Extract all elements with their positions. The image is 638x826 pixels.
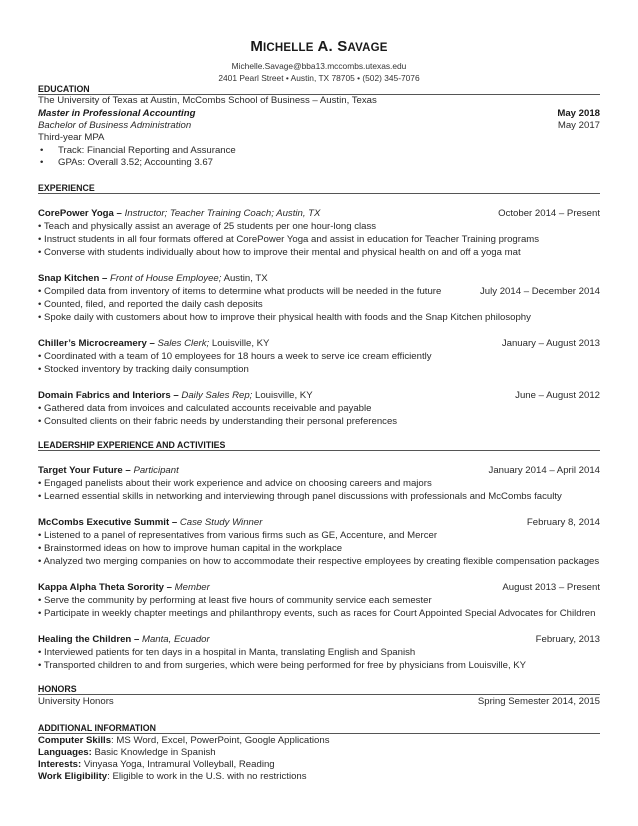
additional-label: Languages: xyxy=(38,747,92,758)
bullet-text: Gathered data from invoices and calculated accounts receivable and payable xyxy=(44,403,372,414)
degree-name: Bachelor of Business Administration xyxy=(38,120,192,131)
activity-bullet xyxy=(38,530,600,542)
name-last-rest: AVAGE xyxy=(347,42,388,54)
job-bullet xyxy=(38,286,600,298)
bullet-text: Instruct students in all four formats offered at CorePower Yoga and assist in education for Teacher Training programs xyxy=(44,234,540,245)
activity-role: Member xyxy=(174,582,210,593)
job-header xyxy=(38,338,600,350)
bullet-text: Engaged panelists about their work experience and advice on choosing careers and majors xyxy=(44,478,432,489)
dash: – xyxy=(163,582,175,593)
bullet-icon: • xyxy=(38,556,44,567)
bullet-icon: • xyxy=(40,145,44,156)
activity-role: Participant xyxy=(133,465,179,476)
job-bullet xyxy=(38,299,600,311)
job-org: CorePower Yoga xyxy=(38,208,114,219)
section-title-experience: EXPERIENCE xyxy=(38,183,600,194)
activity-header xyxy=(38,634,600,646)
activity-org: McCombs Executive Summit xyxy=(38,517,170,528)
section-title-leadership: LEADERSHIP EXPERIENCE AND ACTIVITIES xyxy=(38,440,600,451)
bullet-text: Learned essential skills in networking and interviewing through panel discussions with professionals and McCombs faculty xyxy=(44,491,562,502)
activity-bullet xyxy=(38,491,600,503)
dash: – xyxy=(131,634,142,645)
job-bullet xyxy=(38,247,600,259)
activity-role: Manta, Ecuador xyxy=(141,634,210,645)
job-role: Daily Sales Rep; xyxy=(181,390,253,401)
resume-name xyxy=(0,38,638,55)
activity-header xyxy=(38,582,600,594)
name-last-initial: S xyxy=(337,38,348,55)
education-bullet xyxy=(38,145,600,157)
separator: : xyxy=(107,771,113,782)
name-middle: A. xyxy=(317,38,333,55)
additional-value: MS Word, Excel, PowerPoint, Google Applications xyxy=(116,735,330,746)
education-bullet xyxy=(38,157,600,169)
bullet-text: Stocked inventory by tracking daily consumption xyxy=(44,364,249,375)
job-location: Louisville, KY xyxy=(209,338,270,349)
bullet-icon: • xyxy=(38,221,44,232)
activity-header xyxy=(38,517,600,529)
bullet-text: Spoke daily with customers about how to improve their physical health with foods and the Snap Kitchen philosophy xyxy=(44,312,531,323)
activity-org: Healing the Children xyxy=(38,634,132,645)
job-location: Louisville, KY xyxy=(252,390,313,401)
honor-item: University Honors xyxy=(38,696,114,707)
job-bullet xyxy=(38,234,600,246)
job-bullet xyxy=(38,351,600,363)
job-role: Instructor; Teacher Training Coach; Austin, TX xyxy=(124,208,321,219)
honor-date: Spring Semester 2014, 2015 xyxy=(477,696,600,707)
job-date: June – August 2012 xyxy=(515,390,600,401)
additional-value: Vinyasa Yoga, Intramural Volleyball, Reading xyxy=(83,759,275,770)
job-org: Domain Fabrics and Interiors xyxy=(38,390,171,401)
education-school: The University of Texas at Austin, McCombs School of Business – Austin, Texas xyxy=(38,95,377,106)
activity-bullet xyxy=(38,660,600,672)
job-header xyxy=(38,208,600,220)
degree-date: May 2017 xyxy=(557,120,600,131)
bullet-icon: • xyxy=(38,543,45,554)
dash: – xyxy=(170,390,182,401)
education-degree-row xyxy=(38,120,600,132)
activity-org: Kappa Alpha Theta Sorority xyxy=(38,582,164,593)
activity-bullet xyxy=(38,647,600,659)
additional-item xyxy=(38,771,600,783)
dash: – xyxy=(169,517,180,528)
job-date: October 2014 – Present xyxy=(498,208,600,219)
job-header xyxy=(38,390,600,402)
section-title-honors: HONORS xyxy=(38,684,600,695)
name-first-rest: ICHELLE xyxy=(263,42,314,54)
bullet-icon: • xyxy=(38,247,45,258)
job-bullet xyxy=(38,312,600,324)
bullet-icon: • xyxy=(38,299,45,310)
degree-date: May 2018 xyxy=(557,108,600,119)
bullet-icon: • xyxy=(38,595,45,606)
additional-label: Interests: xyxy=(38,759,82,770)
job-bullet xyxy=(38,364,600,376)
bullet-icon: • xyxy=(38,351,45,362)
honors-row xyxy=(38,696,600,708)
additional-value: Eligible to work in the U.S. with no restrictions xyxy=(112,771,307,782)
job-location: Austin, TX xyxy=(221,273,268,284)
bullet-text: Listened to a panel of representatives from various firms such as GE, Accenture, and Mercer xyxy=(44,530,438,541)
bullet-text: Brainstormed ideas on how to improve human capital in the workplace xyxy=(44,543,343,554)
bullet-text: Counted, filed, and reported the daily cash deposits xyxy=(44,299,263,310)
dash: – xyxy=(146,338,158,349)
bullet-icon: • xyxy=(38,647,45,658)
additional-label: Work Eligibility xyxy=(38,771,108,782)
activity-header xyxy=(38,465,600,477)
bullet-icon: • xyxy=(38,234,45,245)
bullet-text: Transported children to and from surgeries, which were being performed for free by physicians from Louisville, KY xyxy=(43,660,527,671)
bullet-icon: • xyxy=(38,312,45,323)
bullet-icon: • xyxy=(38,416,45,427)
activity-bullet xyxy=(38,556,600,568)
bullet-icon: • xyxy=(38,478,45,489)
bullet-icon: • xyxy=(38,491,45,502)
degree-name: Master in Professional Accounting xyxy=(38,108,196,119)
bullet-text: GPAs: Overall 3.52; Accounting 3.67 xyxy=(58,157,214,168)
education-status: Third-year MPA xyxy=(38,132,105,143)
job-bullet xyxy=(38,403,600,415)
section-title-education: EDUCATION xyxy=(38,84,600,95)
activity-bullet xyxy=(38,608,600,620)
job-org: Snap Kitchen xyxy=(38,273,100,284)
name-first-initial: M xyxy=(250,38,264,55)
activity-bullet xyxy=(38,595,600,607)
bullet-text: Participate in weekly chapter meetings and philanthropy events, such as races for Court Appointed Special Advocates for Children xyxy=(44,608,596,619)
job-role: Front of House Employee; xyxy=(109,273,222,284)
additional-item xyxy=(38,747,600,759)
bullet-icon: • xyxy=(38,403,45,414)
bullet-icon: • xyxy=(38,364,45,375)
bullet-icon: • xyxy=(40,157,44,168)
activity-date: January 2014 – April 2014 xyxy=(488,465,600,476)
additional-label: Computer Skills xyxy=(38,735,112,746)
job-org: Chiller’s Microcreamery xyxy=(38,338,147,349)
education-degree-row xyxy=(38,108,600,120)
bullet-text: Compiled data from inventory of items to determine what products will be needed in the future xyxy=(44,286,442,297)
job-bullet xyxy=(38,416,600,428)
job-bullet xyxy=(38,221,600,233)
bullet-text: Coordinated with a team of 10 employees for 18 hours a week to serve ice cream efficiently xyxy=(44,351,432,362)
dash: – xyxy=(122,465,134,476)
bullet-text: Interviewed patients for ten days in a hospital in Manta, translating English and Spanish xyxy=(44,647,416,658)
bullet-icon: • xyxy=(38,608,45,619)
separator: : xyxy=(111,735,117,746)
job-header xyxy=(38,273,600,285)
bullet-icon: • xyxy=(38,660,44,671)
additional-item xyxy=(38,759,600,771)
additional-value: Basic Knowledge in Spanish xyxy=(94,747,216,758)
activity-role: Case Study Winner xyxy=(179,517,263,528)
bullet-text: Analyzed two merging companies on how to accommodate their respective employees by creating flexible compensation packages xyxy=(43,556,600,567)
bullet-icon: • xyxy=(38,530,45,541)
activity-org: Target Your Future xyxy=(38,465,123,476)
bullet-text: Converse with students individually about how to improve their mental and physical health on and off a yoga mat xyxy=(44,247,521,258)
activity-date: February, 2013 xyxy=(535,634,600,645)
bullet-icon: • xyxy=(38,286,45,297)
job-date: July 2014 – December 2014 xyxy=(480,286,600,297)
bullet-text: Teach and physically assist an average of 25 students per one hour-long class xyxy=(43,221,377,232)
address-line: 2401 Pearl Street • Austin, TX 78705 • (502) 345-7076 xyxy=(218,73,420,83)
bullet-text: Track: Financial Reporting and Assurance xyxy=(58,145,236,156)
section-title-additional: ADDITIONAL INFORMATION xyxy=(38,723,600,734)
job-date: January – August 2013 xyxy=(501,338,600,349)
job-role: Sales Clerk; xyxy=(157,338,210,349)
bullet-text: Consulted clients on their fabric needs by understanding their personal preferences xyxy=(44,416,398,427)
additional-item xyxy=(38,735,600,747)
activity-date: February 8, 2014 xyxy=(526,517,600,528)
email: Michelle.Savage@bba13.mccombs.utexas.edu xyxy=(231,61,407,71)
activity-date: August 2013 – Present xyxy=(502,582,600,593)
activity-bullet xyxy=(38,478,600,490)
activity-bullet xyxy=(38,543,600,555)
bullet-text: Serve the community by performing at least five hours of community service each semester xyxy=(44,595,432,606)
dash: – xyxy=(113,208,125,219)
dash: – xyxy=(99,273,110,284)
